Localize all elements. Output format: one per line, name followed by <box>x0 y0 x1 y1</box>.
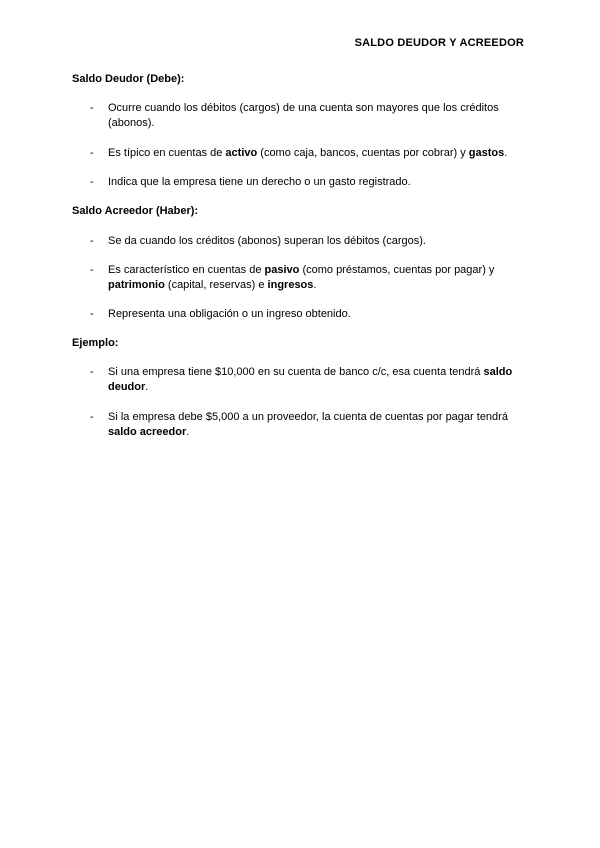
document-title: SALDO DEUDOR Y ACREEDOR <box>354 37 524 49</box>
bullet-dash: - <box>90 411 94 423</box>
section-heading-saldo-acreedor: Saldo Acreedor (Haber): <box>72 205 199 217</box>
list-item-text: Representa una obligación o un ingreso obtenido. <box>108 308 351 320</box>
section-heading-saldo-deudor: Saldo Deudor (Debe): <box>72 73 185 85</box>
list-item-text: Indica que la empresa tiene un derecho o un gasto registrado. <box>108 176 411 188</box>
bullet-dash: - <box>90 308 94 320</box>
list-item-text: Es típico en cuentas de activo (como caja, bancos, cuentas por cobrar) y gastos. <box>108 147 508 159</box>
section-heading-ejemplo: Ejemplo: <box>72 337 119 349</box>
bullet-dash: - <box>90 102 94 114</box>
bullet-dash: - <box>90 176 94 188</box>
bullet-dash: - <box>90 235 94 247</box>
list-item-text: Si una empresa tiene $10,000 en su cuenta de banco c/c, esa cuenta tendrá saldo deudor. <box>108 366 513 393</box>
list-item-text: Es característico en cuentas de pasivo (como préstamos, cuentas por pagar) y patrimonio (capital, reservas) e ingresos. <box>108 264 495 291</box>
bullet-dash: - <box>90 264 94 276</box>
bullet-dash: - <box>90 147 94 159</box>
bullet-dash: - <box>90 366 94 378</box>
list-item-text: Se da cuando los créditos (abonos) superan los débitos (cargos). <box>108 235 426 247</box>
list-item-text: Ocurre cuando los débitos (cargos) de una cuenta son mayores que los créditos (abonos). <box>108 102 499 129</box>
list-item-text: Si la empresa debe $5,000 a un proveedor, la cuenta de cuentas por pagar tendrá saldo acreedor. <box>108 411 508 438</box>
